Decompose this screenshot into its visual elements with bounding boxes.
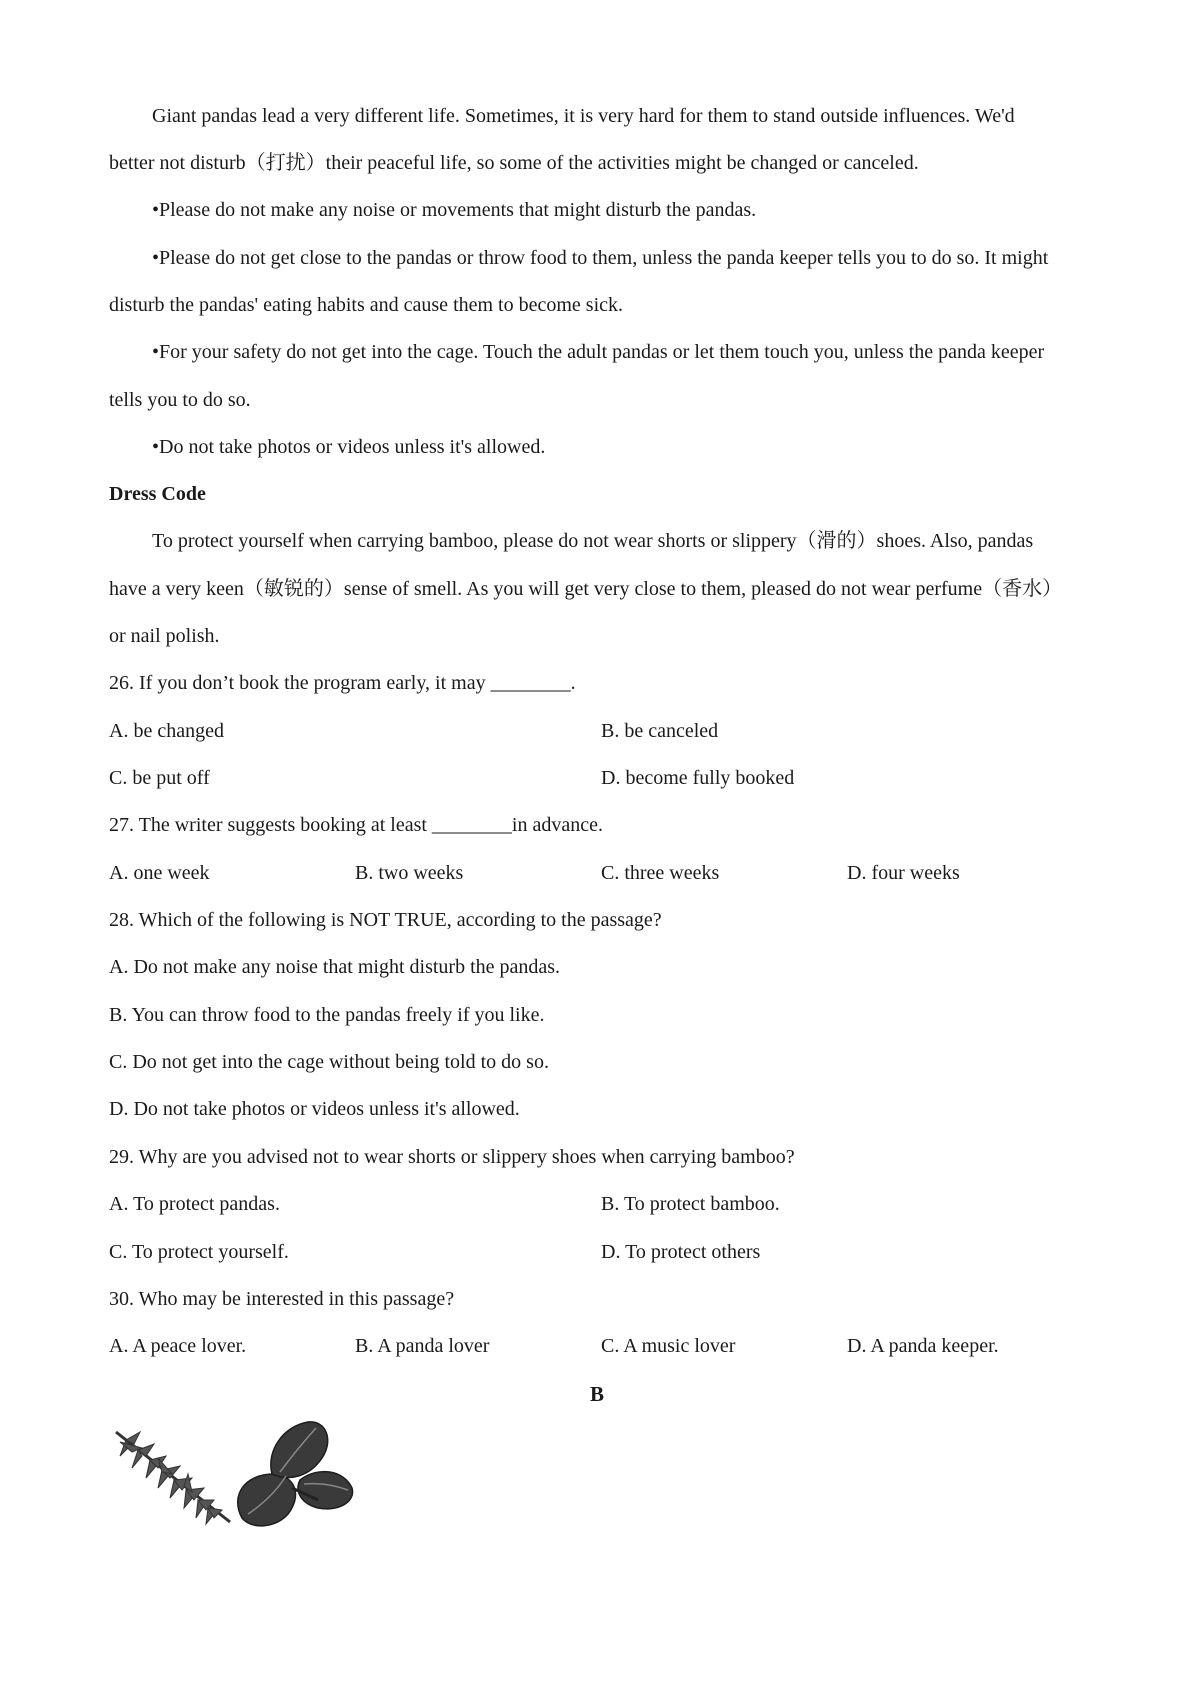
answer-option: B. To protect bamboo.	[601, 1193, 780, 1215]
answer-option: D. become fully booked	[601, 767, 795, 789]
answer-option: B. two weeks	[355, 862, 464, 884]
answer-option: B. A panda lover	[355, 1335, 490, 1357]
answer-option: C. Do not get into the cage without being told to do so.	[109, 1051, 549, 1073]
answer-option: C. be put off	[109, 767, 210, 789]
answer-option: B. You can throw food to the pandas freely if you like.	[109, 1004, 545, 1026]
question-stem: 28. Which of the following is NOT TRUE, according to the passage?	[109, 909, 662, 931]
rule-bullet-cont: tells you to do so.	[109, 389, 251, 411]
answer-option: D. To protect others	[601, 1241, 761, 1263]
rule-bullet: •Do not take photos or videos unless it's allowed.	[152, 436, 546, 458]
answer-option: A. be changed	[109, 720, 224, 742]
passage-text: better not disturb（打扰）their peaceful life, so some of the activities might be changed or canceled.	[109, 152, 919, 174]
question-stem: 26. If you don’t book the program early, it may ________.	[109, 672, 576, 694]
answer-option: C. To protect yourself.	[109, 1241, 289, 1263]
rule-bullet: •Please do not get close to the pandas or throw food to them, unless the panda keeper tells you to do so. It might	[152, 247, 1049, 269]
answer-option: A. Do not make any noise that might disturb the pandas.	[109, 956, 561, 978]
question-stem: 30. Who may be interested in this passage?	[109, 1288, 455, 1310]
passage-text: or nail polish.	[109, 625, 220, 647]
question-stem: 29. Why are you advised not to wear shorts or slippery shoes when carrying bamboo?	[109, 1146, 795, 1168]
passage-text: To protect yourself when carrying bamboo, please do not wear shorts or slippery（滑的）shoes. Also, pandas	[152, 530, 1034, 552]
section-heading: Dress Code	[109, 483, 206, 505]
answer-option: B. be canceled	[601, 720, 719, 742]
answer-option: C. A music lover	[601, 1335, 736, 1357]
answer-option: A. To protect pandas.	[109, 1193, 280, 1215]
passage-text: Giant pandas lead a very different life. Sometimes, it is very hard for them to stand outside influences. We'd	[152, 105, 1015, 127]
rule-bullet: •Please do not make any noise or movements that might disturb the pandas.	[152, 199, 757, 221]
answer-option: A. one week	[109, 862, 210, 884]
answer-option: D. Do not take photos or videos unless it's allowed.	[109, 1098, 520, 1120]
passage-text: have a very keen（敏锐的）sense of smell. As you will get very close to them, pleased do not wear perfume（香水）	[109, 578, 1063, 600]
section-label: B	[590, 1382, 605, 1406]
rule-bullet-cont: disturb the pandas' eating habits and cause them to become sick.	[109, 294, 624, 316]
answer-option: D. A panda keeper.	[847, 1335, 999, 1357]
answer-option: D. four weeks	[847, 862, 960, 884]
answer-option: C. three weeks	[601, 862, 720, 884]
question-stem: 27. The writer suggests booking at least ________in advance.	[109, 814, 603, 836]
answer-option: A. A peace lover.	[109, 1335, 247, 1357]
rule-bullet: •For your safety do not get into the cage. Touch the adult pandas or let them touch you, unless the panda keeper	[152, 341, 1045, 363]
herb-leaves-icon	[112, 1418, 362, 1538]
